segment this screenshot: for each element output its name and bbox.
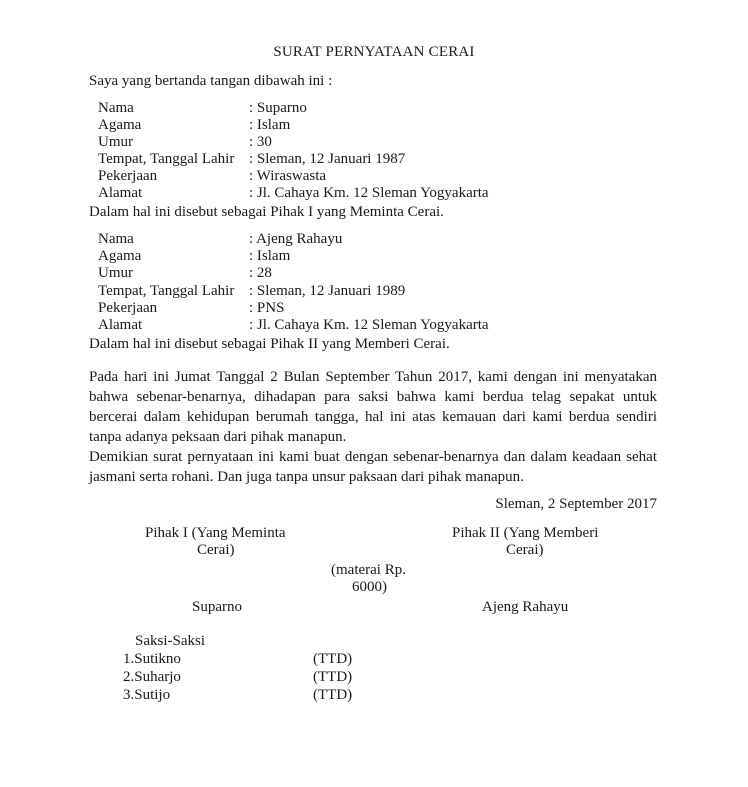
field-label: Pekerjaan — [98, 300, 158, 316]
witness-signature: (TTD) — [313, 687, 353, 703]
field-value: : Ajeng Rahayu — [249, 231, 343, 247]
place-date: Sleman, 2 September 2017 — [495, 496, 657, 512]
party1-title-line1: Pihak I (Yang Meminta — [145, 525, 286, 541]
witness-name: 1.Sutikno — [123, 651, 181, 667]
field-value: : Jl. Cahaya Km. 12 Sleman Yogyakarta — [249, 317, 489, 333]
paragraph-line: bahwa sebenar-benarnya, dihadapan para saksi bahwa kami berdua telag sepakat untuk — [89, 389, 657, 405]
paragraph-line: bercerai dalam kehidupan berumah tangga, hal ini atas kemauan dari kami berdua sendiri — [89, 409, 657, 425]
materai-line2: 6000) — [352, 579, 387, 595]
field-label: Nama — [98, 231, 134, 247]
field-label: Umur — [98, 134, 133, 150]
field-value: : Islam — [249, 248, 291, 264]
field-label: Umur — [98, 265, 133, 281]
intro-text: Saya yang bertanda tangan dibawah ini : — [89, 73, 333, 89]
field-value: : PNS — [249, 300, 285, 316]
field-value: : Suparno — [249, 100, 307, 116]
witness-row — [0, 669, 748, 686]
party2-title-line1: Pihak II (Yang Memberi — [452, 525, 599, 541]
materai-stamp-note — [331, 562, 406, 596]
field-label: Agama — [98, 248, 142, 264]
party2-title-line2: Cerai) — [506, 542, 544, 558]
party2-note: Dalam hal ini disebut sebagai Pihak II yang Memberi Cerai. — [89, 336, 450, 352]
closing-paragraph — [89, 447, 657, 487]
witness-name: 2.Suharjo — [123, 669, 181, 685]
field-label: Alamat — [98, 317, 143, 333]
field-label: Alamat — [98, 185, 143, 201]
party1-signature-title — [145, 525, 305, 559]
field-value: : Wiraswasta — [249, 168, 327, 184]
paragraph-line: tanpa adanya peksaan dari pihak manapun. — [89, 429, 347, 445]
witness-name: 3.Sutijo — [123, 687, 171, 703]
materai-line1: (materai Rp. — [331, 562, 406, 578]
field-label: Agama — [98, 117, 142, 133]
party1-signature-name: Suparno — [192, 599, 242, 615]
witness-row — [0, 651, 748, 668]
paragraph-line: Demikian surat pernyataan ini kami buat dengan sebenar-benarnya dan dalam keadaan sehat — [89, 449, 657, 465]
field-label: Nama — [98, 100, 134, 116]
witnesses-heading: Saksi-Saksi — [135, 633, 206, 649]
witness-row — [0, 687, 748, 704]
field-value: : Jl. Cahaya Km. 12 Sleman Yogyakarta — [249, 185, 489, 201]
field-value: : Islam — [249, 117, 291, 133]
party2-signature-name: Ajeng Rahayu — [482, 599, 569, 615]
witness-signature: (TTD) — [313, 651, 353, 667]
party2-signature-title — [452, 525, 598, 559]
field-value: : Sleman, 12 Januari 1989 — [249, 283, 406, 299]
party1-title-line2: Cerai) — [197, 542, 235, 558]
document-title: SURAT PERNYATAAN CERAI — [273, 44, 475, 60]
field-value: : Sleman, 12 Januari 1987 — [249, 151, 406, 167]
field-label: Pekerjaan — [98, 168, 158, 184]
statement-paragraph — [89, 367, 657, 447]
witness-signature: (TTD) — [313, 669, 353, 685]
field-label: Tempat, Tanggal Lahir — [98, 151, 235, 167]
paragraph-line: Pada hari ini Jumat Tanggal 2 Bulan September Tahun 2017, kami dengan ini menyatakan — [89, 369, 657, 385]
field-label: Tempat, Tanggal Lahir — [98, 283, 235, 299]
field-value: : 30 — [249, 134, 272, 150]
field-value: : 28 — [249, 265, 272, 281]
paragraph-line: jasmani serta rohani. Dan juga tanpa unsur paksaan dari pihak manapun. — [89, 469, 524, 485]
party1-note: Dalam hal ini disebut sebagai Pihak I yang Meminta Cerai. — [89, 204, 444, 220]
